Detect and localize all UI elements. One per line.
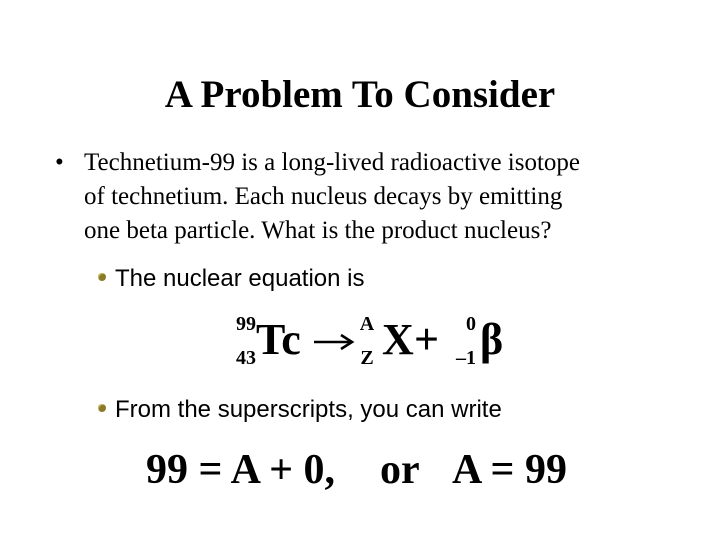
product-atomic-number: Z (360, 347, 374, 369)
nuclear-equation (228, 312, 508, 372)
sub-bullet-1-text: The nuclear equation is (115, 265, 365, 292)
beta-mass-number: 0 (466, 313, 476, 335)
mass-equation-right: A = 99 (452, 447, 567, 493)
beta-symbol: β (480, 315, 504, 364)
reactant-symbol: Tc (256, 315, 301, 364)
beta-charge-number: –1 (456, 347, 476, 369)
reactant-atomic-number: 43 (236, 347, 256, 369)
mass-equation-connector: or (380, 447, 420, 493)
sub-bullet-2 (98, 395, 502, 425)
bullet-line-1: Technetium-99 is a long-lived radioactive isotope (84, 149, 581, 176)
product-nuclide (356, 312, 416, 372)
plus-sign: + (414, 315, 440, 364)
reactant-nuclide (228, 312, 308, 372)
bullet-line-3: one beta particle. What is the product nucleus? (84, 217, 552, 244)
mass-equation-left: 99 = A + 0, (146, 447, 336, 493)
product-symbol: X (382, 315, 414, 364)
reaction-arrow-icon (312, 332, 356, 352)
product-mass-number: A (359, 313, 375, 335)
sub-bullet-2-text: From the superscripts, you can write (115, 396, 502, 423)
sub-bullet-dot-icon (98, 273, 106, 281)
beta-particle (446, 312, 506, 372)
sub-bullet-1 (98, 264, 365, 294)
slide-title: A Problem To Consider (164, 73, 556, 116)
sub-bullet-dot-icon (98, 404, 106, 412)
bullet-text (84, 146, 684, 248)
bullet-line-2: of technetium. Each nucleus decays by emitting (84, 183, 563, 210)
reactant-mass-number: 99 (236, 313, 256, 335)
bullet-dot: • (55, 149, 64, 176)
